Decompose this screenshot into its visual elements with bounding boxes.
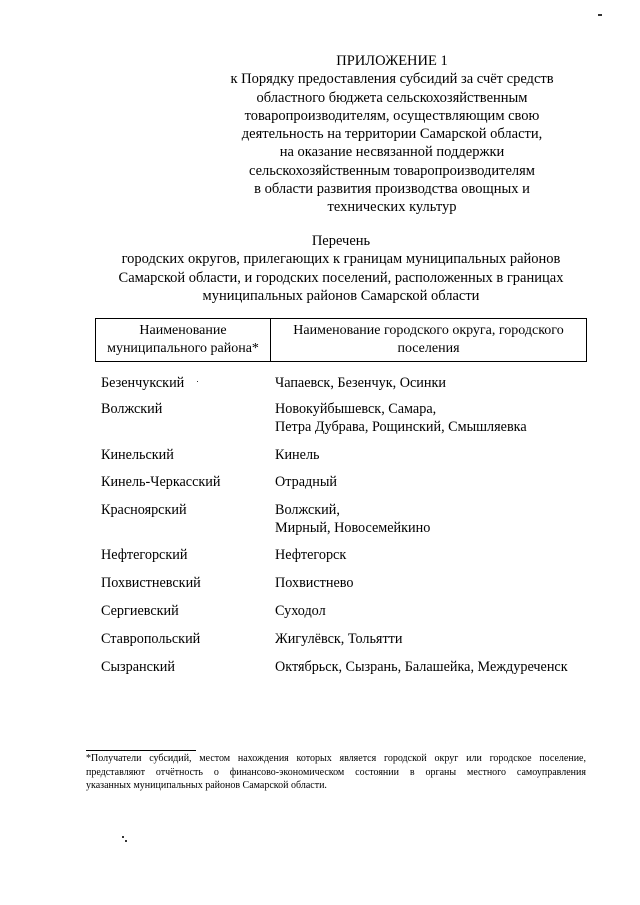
column-header-district [96,319,271,361]
settlement-list [275,473,337,491]
appendix-line: деятельность на территории Самарской области, [241,126,543,143]
appendix-line: технических культур [327,199,457,216]
list-subtitle-line: Самарской области, и городских поселений, расположенных в границах [118,269,564,286]
district-name: Кинельский [101,447,174,463]
district-name: Сызранский [101,659,175,675]
appendix-line: сельскохозяйственным товаропроизводителям [249,162,535,179]
appendix-line: к Порядку предоставления субсидий за счёт средств [230,71,554,88]
list-subtitle-line: городских округов, прилегающих к границам муниципальных районов [121,251,561,268]
settlement-line: Октябрьск, Сызрань, Балашейка, Междуреченск [275,659,568,675]
district-name: Кинель-Черкасский [101,474,221,490]
settlement-list [275,501,430,537]
list-title: Перечень [311,233,371,249]
settlement-line: Нефтегорск [275,547,347,563]
table-header [95,318,587,362]
settlement-list [275,602,326,620]
settlement-list [275,546,346,564]
footnote-line: *Получатели субсидий, местом нахождения которых является городской округ или городское поселение, [86,753,586,764]
appendix-title: ПРИЛОЖЕНИЕ 1 [336,53,448,69]
district-name: Красноярский [101,502,187,518]
settlement-list [275,374,446,392]
settlement-list [275,400,527,436]
column-header-line: Наименование городского округа, городского [293,323,564,338]
settlement-line: Суходол [275,603,326,619]
column-header-line: муниципального района* [107,341,259,356]
district-name: Нефтегорский [101,547,188,563]
list-heading [96,232,586,305]
column-header-settlement [271,319,586,361]
district-name: Безенчукский [101,375,185,391]
settlement-line: Отрадный [275,474,337,490]
appendix-line: товаропроизводителям, осуществляющим свою [244,107,540,124]
settlement-line: Кинель [275,447,320,463]
column-header-line: Наименование [139,323,227,338]
settlement-line: Похвистнево [275,575,354,591]
footnote [86,752,586,793]
settlement-line: Волжский, [275,502,340,518]
appendix-line: в области развития производства овощных и [254,181,530,198]
district-name: Похвистневский [101,575,201,591]
settlement-line: Жигулёвск, Тольятти [275,631,403,647]
scan-speck [197,381,198,382]
settlement-line: Чапаевск, Безенчук, Осинки [275,375,446,391]
settlement-list [275,574,353,592]
appendix-line: на оказание несвязанной поддержки [279,144,505,161]
footnote-line: указанных муниципальных районов Самарской области. [86,780,327,791]
settlement-line: Петра Дубрава, Рощинский, Смышляевка [275,419,527,435]
settlement-line: Новокуйбышевск, Самара, [275,401,437,417]
scan-speck [598,14,602,16]
appendix-line: областного бюджета сельскохозяйственным [256,89,528,106]
scan-speck [125,840,127,842]
footnote-line: представляют отчётность о финансово-экономическом состоянии в органы местного самоуправления [86,766,586,778]
list-subtitle-line: муниципальных районов Самарской области [202,287,480,304]
district-name: Ставропольский [101,631,201,647]
settlement-line: Мирный, Новосемейкино [275,520,431,536]
district-name: Волжский [101,401,163,417]
settlement-list [275,446,320,464]
footnote-separator [86,750,196,751]
settlement-list [275,658,568,676]
settlement-list [275,630,402,648]
appendix-header [222,52,562,217]
scan-speck [122,836,124,838]
column-header-line: поселения [397,341,460,356]
district-name: Сергиевский [101,603,179,619]
